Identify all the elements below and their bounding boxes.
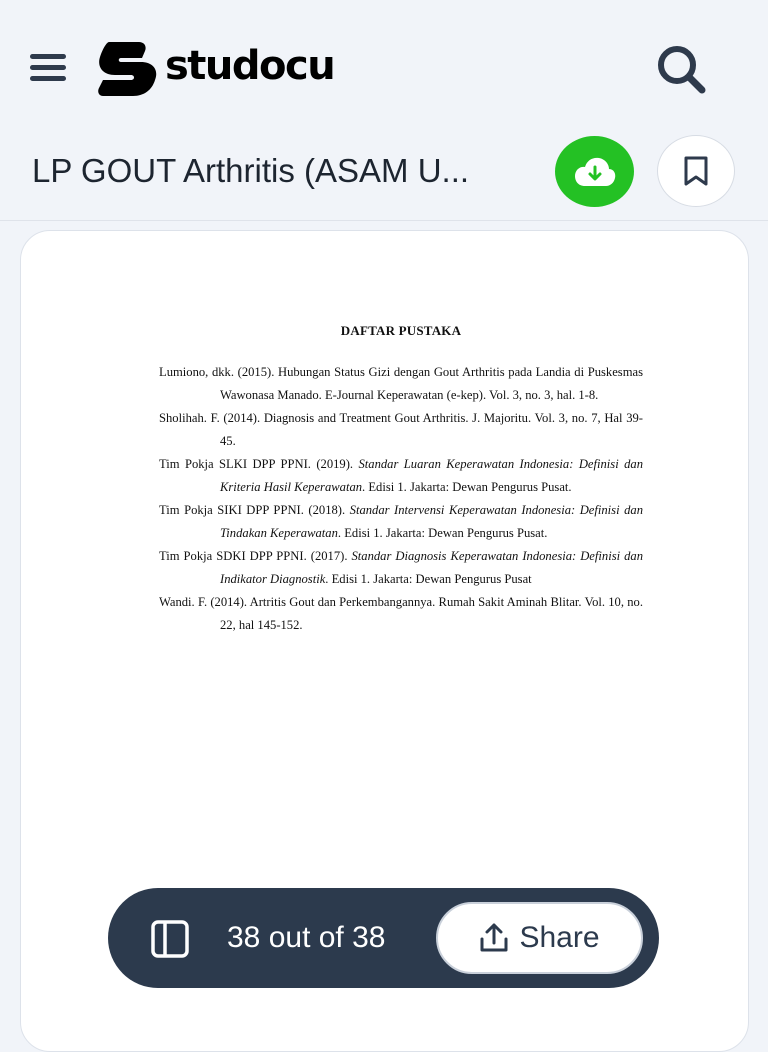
page-count: 38 out of 38 xyxy=(227,921,386,954)
document-title[interactable]: LP GOUT Arthritis (ASAM U... xyxy=(32,152,470,189)
studocu-logo-icon xyxy=(97,40,159,98)
reference-item: Wandi. F. (2014). Artritis Gout dan Perkembangannya. Rumah Sakit Aminah Blitar. Vol. 10, no. 22, hal 145-152. xyxy=(159,595,643,632)
reference-item: Tim Pokja SDKI DPP PPNI. (2017). Standar Diagnosis Keperawatan Indonesia: Definisi dan Indikator Diagnostik. Edisi 1. Jakarta: Dewan Pengurus Pusat xyxy=(159,549,643,586)
share-button[interactable] xyxy=(436,902,643,974)
reference-item: Lumiono, dkk. (2015). Hubungan Status Gizi dengan Gout Arthritis pada Landia di Puskesmas Wawonasa Manado. E-Journal Keperawatan (e-kep). Vol. 3, no. 3, hal. 1-8. xyxy=(159,365,643,402)
download-button[interactable] xyxy=(555,136,634,207)
share-label: Share xyxy=(519,921,600,954)
bookmark-icon xyxy=(683,155,709,187)
page-content xyxy=(159,323,643,637)
cloud-download-icon xyxy=(574,156,616,188)
search-icon[interactable] xyxy=(654,42,708,96)
share-upload-icon xyxy=(479,922,509,954)
page-navigation-bar xyxy=(108,888,659,988)
reference-item: Sholihah. F. (2014). Diagnosis and Treatment Gout Arthritis. J. Majoritu. Vol. 3, no. 7, Hal 39-45. xyxy=(159,411,643,448)
reference-item: Tim Pokja SIKI DPP PPNI. (2018). Standar Intervensi Keperawatan Indonesia: Definisi dan Tindakan Keperawatan. Edisi 1. Jakarta: Dewan Pengurus Pusat. xyxy=(159,503,643,540)
hamburger-menu-icon[interactable] xyxy=(30,52,68,82)
page-heading: DAFTAR PUSTAKA xyxy=(340,323,462,338)
reference-item: Tim Pokja SLKI DPP PPNI. (2019). Standar Luaran Keperawatan Indonesia: Definisi dan Kriteria Hasil Keperawatan. Edisi 1. Jakarta: Dewan Pengurus Pusat. xyxy=(159,457,643,494)
top-bar xyxy=(0,0,768,130)
sidebar-panel-icon[interactable] xyxy=(150,919,190,959)
studocu-logo[interactable] xyxy=(97,39,334,99)
logo-text: studocu xyxy=(165,43,335,89)
bookmark-button[interactable] xyxy=(657,135,735,207)
document-title-bar xyxy=(0,130,768,221)
